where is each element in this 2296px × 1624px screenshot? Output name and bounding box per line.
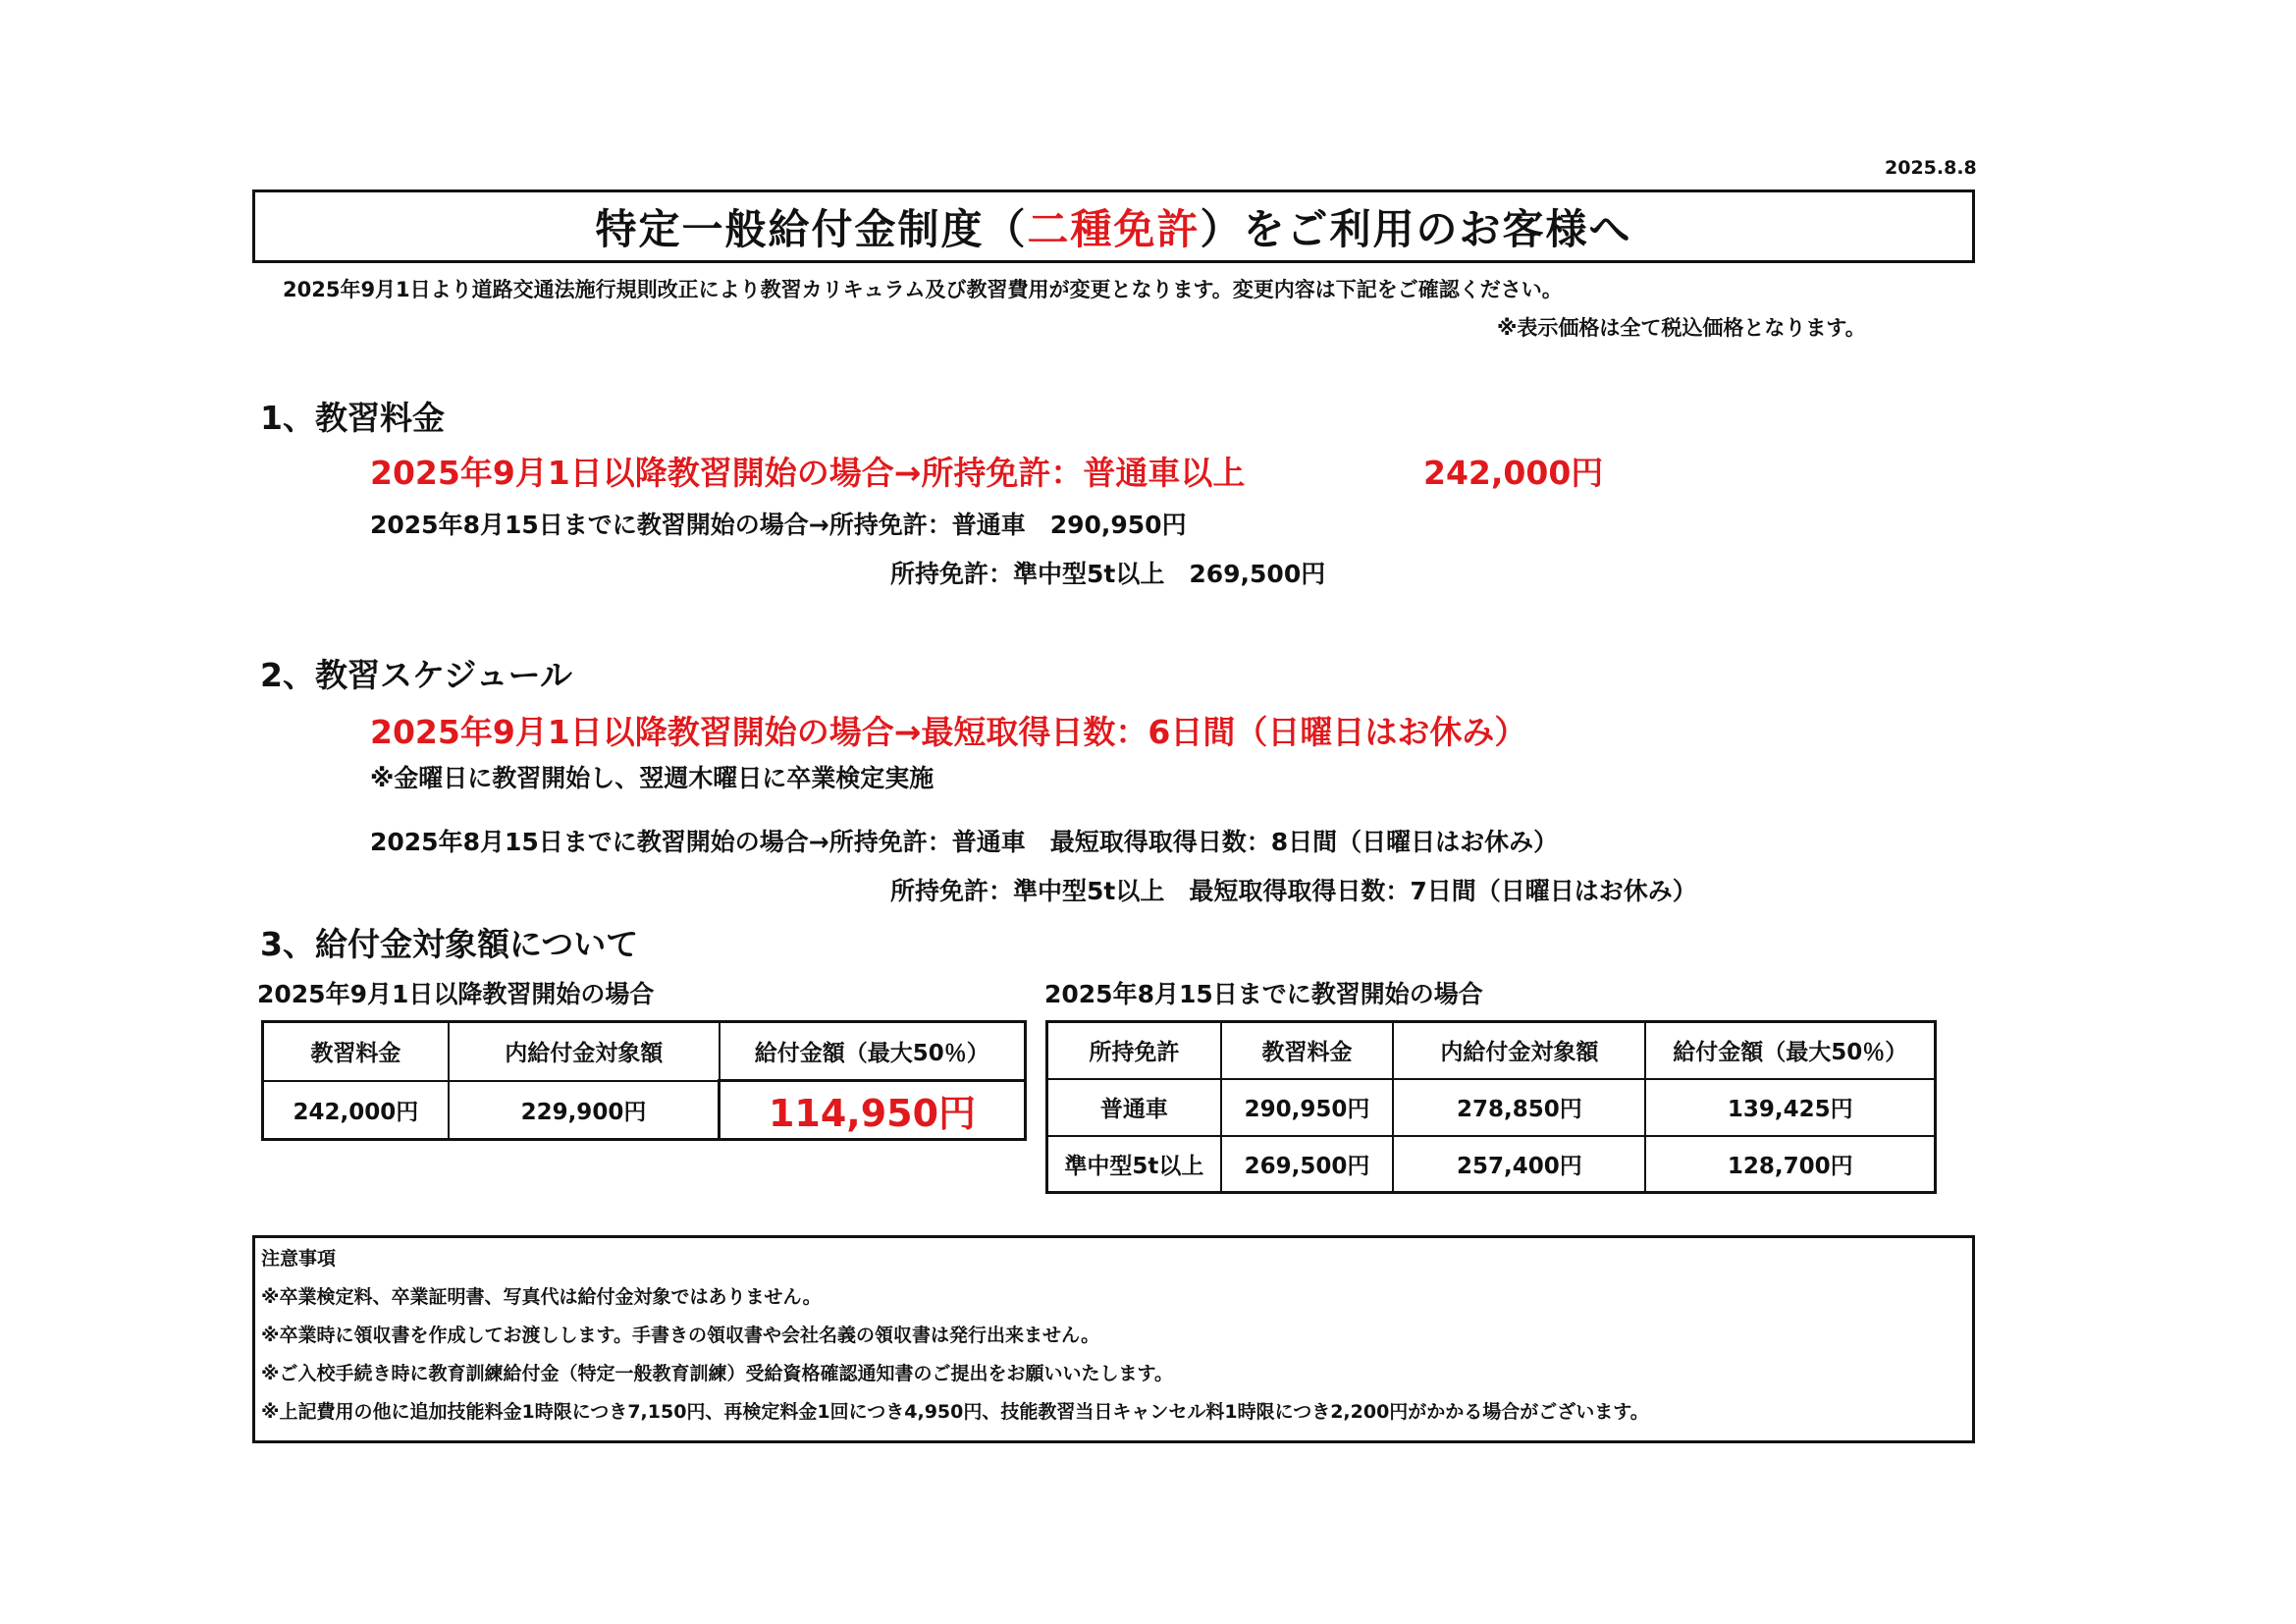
table-cell: 242,000円 <box>263 1081 449 1140</box>
document-date: 2025.8.8 <box>1885 157 1977 179</box>
table-header-cell: 内給付金対象額 <box>449 1022 720 1081</box>
note-item: ※卒業時に領収書を作成してお渡しします。手書きの領収書や会社名義の領収書は発行出来ません。 <box>261 1325 1100 1346</box>
section2-new-line: 2025年9月1日以降教習開始の場合→最短取得日数：6日間（日曜日はお休み） <box>370 713 1527 751</box>
table-row <box>1047 1136 1936 1193</box>
table-cell: 269,500円 <box>1221 1136 1394 1193</box>
intro-text: 2025年9月1日より道路交通法施行規則改正により教習カリキュラム及び教習費用が変更となります。変更内容は下記をご確認ください。 <box>283 278 1563 301</box>
title-after: ）をご利用のお客様へ <box>1200 204 1632 253</box>
table-cell: 128,700円 <box>1645 1136 1935 1193</box>
note-item: ※ご入校手続き時に教育訓練給付金（特定一般教育訓練）受給資格確認通知書のご提出をお願いいたします。 <box>261 1363 1173 1384</box>
section3-heading: 3、給付金対象額について <box>260 925 639 963</box>
tax-note: ※表示価格は全て税込価格となります。 <box>1497 316 1866 340</box>
section2-heading: 2、教習スケジュール <box>260 656 572 694</box>
note-item: ※上記費用の他に追加技能料金1時限につき7,150円、再検定料金1回につき4,950円、技能教習当日キャンセル料1時限につき2,200円がかかる場合がございます。 <box>261 1401 1649 1423</box>
section2-old-line-1: 2025年8月15日までに教習開始の場合→所持免許：普通車 最短取得取得日数：8日間（日曜日はお休み） <box>370 828 1559 856</box>
section1-old-line-2: 所持免許：準中型5t以上 269,500円 <box>890 560 1326 588</box>
benefit-amount-highlight: 114,950円 <box>720 1081 1026 1140</box>
table-header-cell: 内給付金対象額 <box>1393 1022 1645 1079</box>
title-before: 特定一般給付金制度（ <box>595 204 1028 253</box>
section1-new-price: 242,000円 <box>1423 454 1604 492</box>
table-header-cell: 給付金額（最大50％） <box>1645 1022 1935 1079</box>
table-cell: 139,425円 <box>1645 1079 1935 1136</box>
benefit-table-new <box>261 1020 1027 1141</box>
table-header-cell: 給付金額（最大50％） <box>720 1022 1026 1081</box>
table-header-cell: 教習料金 <box>263 1022 449 1081</box>
table-cell: 普通車 <box>1047 1079 1221 1136</box>
notes-heading: 注意事項 <box>261 1248 337 1270</box>
section2-note: ※金曜日に教習開始し、翌週木曜日に卒業検定実施 <box>370 764 934 792</box>
left-table-caption: 2025年9月1日以降教習開始の場合 <box>257 980 655 1008</box>
table-header-cell: 教習料金 <box>1221 1022 1394 1079</box>
note-item: ※卒業検定料、卒業証明書、写真代は給付金対象ではありません。 <box>261 1286 822 1308</box>
section1-new-line: 2025年9月1日以降教習開始の場合→所持免許：普通車以上 <box>370 454 1246 492</box>
section1-old-line-1: 2025年8月15日までに教習開始の場合→所持免許：普通車 290,950円 <box>370 511 1187 539</box>
table-header-cell: 所持免許 <box>1047 1022 1221 1079</box>
table-cell: 278,850円 <box>1393 1079 1645 1136</box>
page-title <box>252 189 1975 263</box>
table-cell: 229,900円 <box>449 1081 720 1140</box>
right-table-caption: 2025年8月15日までに教習開始の場合 <box>1044 980 1483 1008</box>
notes-box <box>252 1235 1975 1443</box>
table-cell: 257,400円 <box>1393 1136 1645 1193</box>
section2-old-line-2: 所持免許：準中型5t以上 最短取得取得日数：7日間（日曜日はお休み） <box>890 877 1697 905</box>
table-cell: 準中型5t以上 <box>1047 1136 1221 1193</box>
table-cell: 290,950円 <box>1221 1079 1394 1136</box>
section1-heading: 1、教習料金 <box>260 399 445 437</box>
benefit-table-old <box>1045 1020 1937 1194</box>
title-highlight: 二種免許 <box>1027 204 1201 253</box>
table-row <box>1047 1079 1936 1136</box>
